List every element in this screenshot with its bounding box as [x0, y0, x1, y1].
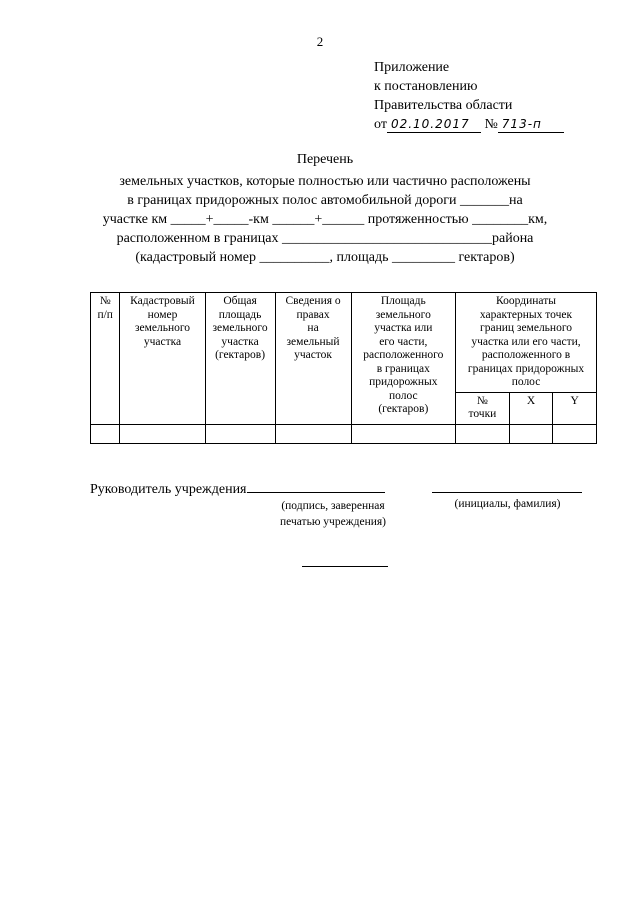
header-text-line: на [307, 322, 319, 334]
header-text-line: точки [468, 408, 497, 420]
table-cell [205, 424, 275, 443]
header-text-line: Общая [223, 295, 257, 307]
signature-note [258, 498, 408, 530]
table-cell [351, 424, 455, 443]
signature-label: Руководитель учреждения [90, 482, 247, 497]
header-text-line: придорожных [369, 376, 438, 388]
title-line-6: (кадастровый номер __________, площадь _________ гектаров) [135, 250, 515, 265]
name-blank [432, 492, 582, 493]
header-text-line: земельного [134, 322, 191, 334]
appendix-line-3: Правительства области [374, 98, 513, 113]
header-text-line: границ земельного [480, 322, 573, 334]
document-title [60, 150, 590, 267]
table-cell [509, 424, 553, 443]
header-text-line: земельного [375, 308, 431, 321]
table-cell [553, 424, 597, 443]
header-text-line: его части, [379, 335, 428, 348]
appendix-line-2: к постановлению [374, 79, 478, 94]
col-rights-header [275, 293, 351, 425]
title-line-3: в границах придорожных полос автомобильной дороги _______на [127, 193, 523, 208]
header-text-line: площадь [218, 308, 262, 321]
date-prefix: от [374, 117, 387, 132]
table-row [91, 424, 597, 443]
number-sign: № [484, 117, 498, 132]
name-note: (инициалы, фамилия) [454, 498, 561, 510]
header-text-line: земельный [286, 335, 340, 348]
table-cell [91, 424, 120, 443]
page-number: 2 [316, 34, 324, 49]
title-line-4: участке км _____+_____-км ______+______ протяженностью ________км, [102, 212, 548, 227]
header-text-line: полос [511, 376, 541, 388]
header-text-line: участка или [374, 322, 433, 334]
col-y-header: Y [553, 392, 597, 424]
header-text-line: (гектаров) [378, 403, 429, 415]
appendix-line-1: Приложение [374, 60, 450, 75]
header-text-line: расположенного в [481, 349, 571, 361]
header-text-line: характерных точек [479, 308, 573, 321]
header-text-line: Сведения о [285, 295, 341, 307]
table-cell [456, 424, 510, 443]
header-text-line: (гектаров) [215, 349, 266, 361]
signature-line [90, 480, 385, 498]
signature-blank [247, 480, 385, 493]
header-text-line: полос [388, 389, 418, 402]
col-x-header: X [509, 392, 553, 424]
header-text-line: номер [147, 308, 178, 321]
col-point-number-header [456, 392, 510, 424]
header-text-line: границах придорожных [467, 362, 585, 375]
header-text-line: № [476, 394, 488, 407]
land-plots-table [90, 292, 597, 444]
header-text-line: земельного [212, 322, 268, 334]
col-coordinates-header [456, 293, 597, 393]
appendix-date-line [374, 115, 564, 134]
header-text-line: расположенного [363, 349, 444, 361]
signature-note-line-1: (подпись, заверенная [281, 500, 385, 512]
header-text-line: Координаты [496, 295, 556, 307]
header-text-line: Кадастровый [130, 295, 195, 307]
col-area-header [205, 293, 275, 425]
col-number-header [91, 293, 120, 425]
title-line-2: земельных участков, которые полностью или частично расположены [119, 174, 531, 189]
col-cadastral-header [120, 293, 205, 425]
table-cell [120, 424, 205, 443]
header-text-line: в границах [376, 362, 430, 375]
title-heading: Перечень [296, 152, 354, 167]
header-text-line: участка [143, 335, 182, 348]
col-strip-area-header [351, 293, 455, 425]
header-text-line: участка [221, 335, 259, 348]
header-text-line: п/п [97, 308, 113, 321]
handwritten-date: 02.10.2017 [387, 117, 481, 133]
signature-note-line-2: печатью учреждения) [279, 516, 386, 528]
table-cell [275, 424, 351, 443]
header-text-line: участка или его части, [471, 335, 581, 348]
end-divider [302, 566, 388, 567]
header-text-line: правах [296, 308, 330, 321]
header-text-line: № [99, 295, 111, 307]
appendix-block [374, 58, 564, 134]
title-line-5: расположенном в границах ______________________________района [116, 231, 534, 246]
header-text-line: Площадь [380, 295, 426, 307]
header-text-line: участок [294, 349, 333, 361]
handwritten-number: 713-п [498, 117, 564, 133]
